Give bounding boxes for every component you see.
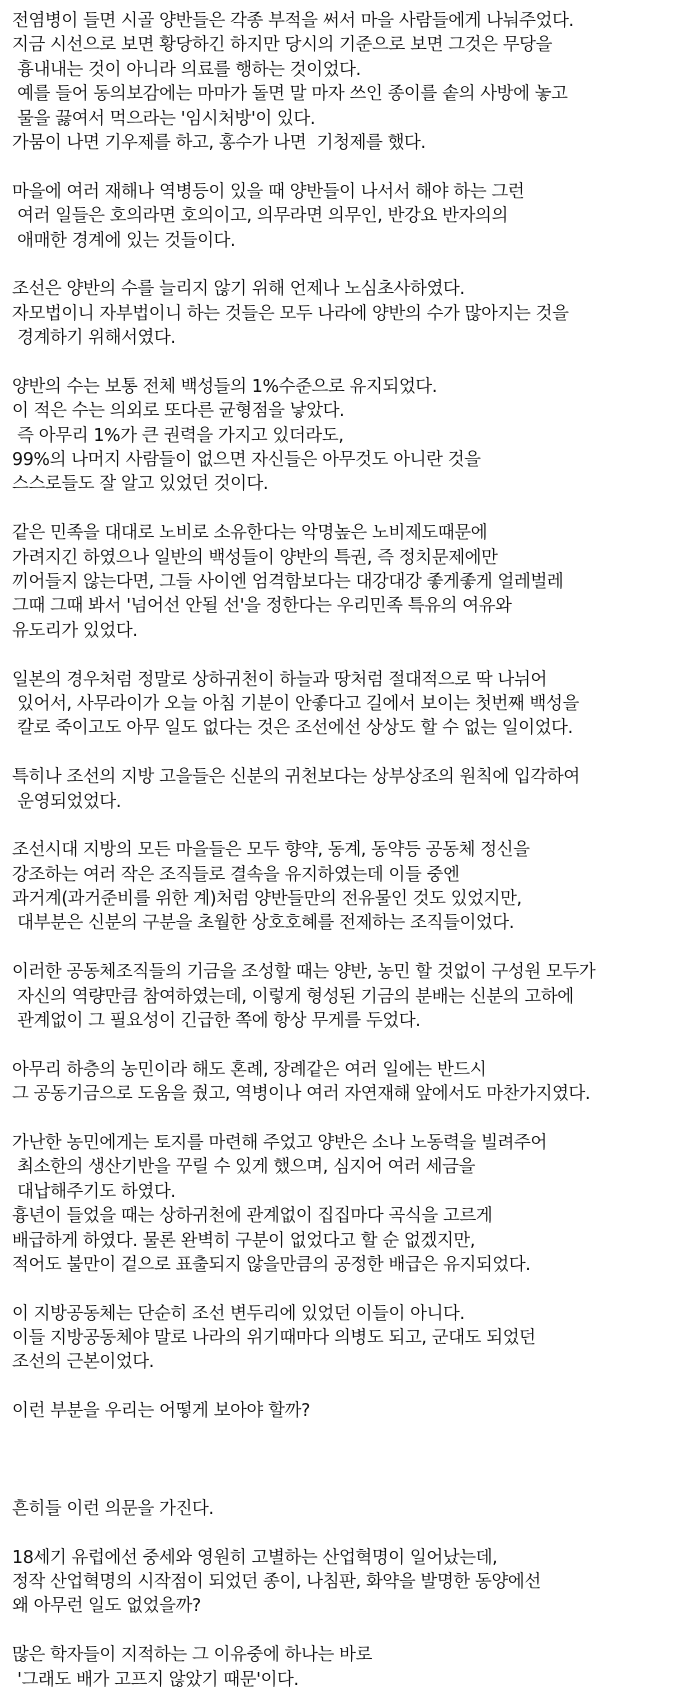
paragraph xyxy=(12,668,690,741)
text-line: 예를 들어 동의보감에는 마마가 돌면 말 마자 쓰인 종이를 솥의 사방에 놓고 xyxy=(12,84,568,105)
text-line: 흔히들 이런 의문을 가진다. xyxy=(12,1498,214,1519)
paragraph xyxy=(12,1546,690,1619)
text-line: 이런 부분을 우리는 어떻게 보아야 할까? xyxy=(12,1401,310,1422)
text-line: 이러한 공동체조직들의 기금을 조성할 때는 양반, 농민 할 것없이 구성원 모두가 xyxy=(12,962,596,983)
paragraph xyxy=(12,838,690,936)
paragraph xyxy=(12,521,690,643)
text-line: 자신의 역량만큼 참여하였는데, 이렇게 형성된 기금의 분배는 신분의 고하에 xyxy=(12,986,574,1007)
text-line: 이 지방공동체는 단순히 조선 변두리에 있었던 이들이 아니다. xyxy=(12,1303,465,1324)
text-line: 이들 지방공동체야 말로 나라의 위기때마다 의병도 되고, 군대도 되었던 xyxy=(12,1328,536,1349)
text-line: 운영되었었다. xyxy=(12,791,122,812)
text-line: 대부분은 신분의 구분을 초월한 상호호혜를 전제하는 조직들이었다. xyxy=(12,913,515,934)
text-line: 물을 끓여서 먹으라는 '임시처방'이 있다. xyxy=(12,108,316,129)
text-line: 아무리 하층의 농민이라 해도 혼례, 장례같은 여러 일에는 반드시 xyxy=(12,1059,487,1080)
paragraph xyxy=(12,9,690,155)
text-line: 정작 산업혁명의 시작점이 되었던 종이, 나침판, 화약을 발명한 동양에선 xyxy=(12,1572,541,1593)
text-line: 많은 학자들이 지적하는 그 이유중에 하나는 바로 xyxy=(12,1645,373,1666)
text-line: 최소한의 생산기반을 꾸릴 수 있게 했으며, 심지어 여러 세금을 xyxy=(12,1157,476,1178)
text-line: 특히나 조선의 지방 고을들은 신분의 귀천보다는 상부상조의 원칙에 입각하여 xyxy=(12,767,580,788)
text-line: 과거계(과거준비를 위한 계)처럼 양반들만의 전유물인 것도 있었지만, xyxy=(12,889,522,910)
text-line: 관계없이 그 필요성이 긴급한 쪽에 항상 무게를 두었다. xyxy=(12,1011,421,1032)
text-line: 가려지긴 하였으나 일반의 백성들이 양반의 특권, 즉 정치문제에만 xyxy=(12,547,498,568)
text-line: 흉년이 들었을 때는 상하귀천에 관계없이 집집마다 곡식을 고르게 xyxy=(12,1206,493,1227)
text-line: 칼로 죽이고도 아무 일도 없다는 것은 조선에선 상상도 할 수 없는 일이었다. xyxy=(12,718,573,739)
text-line: 같은 민족을 대대로 노비로 소유한다는 악명높은 노비제도때문에 xyxy=(12,523,488,544)
text-line: '그래도 배가 고프지 않았기 때문'이다. xyxy=(12,1669,299,1690)
text-line: 자모법이니 자부법이니 하는 것들은 모두 나라에 양반의 수가 많아지는 것을 xyxy=(12,303,569,324)
text-line: 양반의 수는 보통 전체 백성들의 1%수준으로 유지되었다. xyxy=(12,376,438,397)
text-line: 가뭄이 나면 기우제를 하고, 홍수가 나면 기청제를 했다. xyxy=(12,132,426,153)
text-line: 조선의 근본이었다. xyxy=(12,1352,154,1373)
paragraph xyxy=(12,375,690,497)
section-gap xyxy=(12,1448,690,1497)
paragraph xyxy=(12,1643,690,1692)
text-line: 애매한 경계에 있는 것들이다. xyxy=(12,230,236,251)
text-line: 배급하게 하였다. 물론 완벽히 구분이 없었다고 할 순 없겠지만, xyxy=(12,1230,476,1251)
text-line: 이 적은 수는 의외로 또다른 균형점을 낳았다. xyxy=(12,401,345,422)
text-line: 그 공동기금으로 도움을 줬고, 역병이나 여러 자연재해 앞에서도 마찬가지였다. xyxy=(12,1084,591,1105)
text-line: 스스로들도 잘 알고 있었던 것이다. xyxy=(12,474,269,495)
text-line: 조선시대 지방의 모든 마을들은 모두 향약, 동계, 동약등 공동체 정신을 xyxy=(12,840,530,861)
text-line: 99%의 나머지 사람들이 없으면 자신들은 아무것도 아니란 것을 xyxy=(12,450,481,471)
paragraph xyxy=(12,1131,690,1277)
text-line: 가난한 농민에게는 토지를 마련해 주었고 양반은 소나 노동력을 빌려주어 xyxy=(12,1132,547,1153)
text-line: 조선은 양반의 수를 늘리지 않기 위해 언제나 노심초사하였다. xyxy=(12,279,465,300)
paragraph xyxy=(12,277,690,350)
paragraph xyxy=(12,1058,690,1107)
text-line: 그때 그때 봐서 '넘어선 안될 선'을 정한다는 우리민족 특유의 여유와 xyxy=(12,596,512,617)
text-line: 18세기 유럽에선 중세와 영원히 고별하는 산업혁명이 일어났는데, xyxy=(12,1547,498,1568)
paragraph xyxy=(12,1302,690,1375)
text-line: 지금 시선으로 보면 황당하긴 하지만 당시의 기준으로 보면 그것은 무당을 xyxy=(12,35,553,56)
text-line: 강조하는 여러 작은 조직들로 결속을 유지하였는데 이들 중엔 xyxy=(12,864,460,885)
text-line: 적어도 불만이 겉으로 표출되지 않을만큼의 공정한 배급은 유지되었다. xyxy=(12,1254,531,1275)
text-line: 흉내내는 것이 아니라 의료를 행하는 것이었다. xyxy=(12,59,361,80)
text-line: 있어서, 사무라이가 오늘 아침 기분이 안좋다고 길에서 보이는 첫번째 백성을 xyxy=(12,693,579,714)
paragraph xyxy=(12,180,690,253)
text-line: 왜 아무런 일도 없었을까? xyxy=(12,1596,201,1617)
text-line: 일본의 경우처럼 정말로 상하귀천이 하늘과 땅처럼 절대적으로 딱 나뉘어 xyxy=(12,669,547,690)
text-line: 유도리가 있었다. xyxy=(12,620,138,641)
text-line: 끼어들지 않는다면, 그들 사이엔 엄격함보다는 대강대강 좋게좋게 얼레벌레 xyxy=(12,571,564,592)
text-line: 전염병이 들면 시골 양반들은 각종 부적을 써서 마을 사람들에게 나눠주었다. xyxy=(12,11,574,31)
paragraph xyxy=(12,960,690,1033)
paragraph xyxy=(12,765,690,814)
text-line: 마을에 여러 재해나 역병등이 있을 때 양반들이 나서서 해야 하는 그런 xyxy=(12,181,525,202)
paragraph xyxy=(12,1497,690,1521)
paragraph xyxy=(12,1399,690,1423)
text-line: 여러 일들은 호의라면 호의이고, 의무라면 의무인, 반강요 반자의의 xyxy=(12,206,508,227)
text-line: 즉 아무리 1%가 큰 권력을 가지고 있더라도, xyxy=(12,425,344,446)
text-line: 대납해주기도 하였다. xyxy=(12,1181,176,1202)
text-line: 경계하기 위해서였다. xyxy=(12,328,176,349)
